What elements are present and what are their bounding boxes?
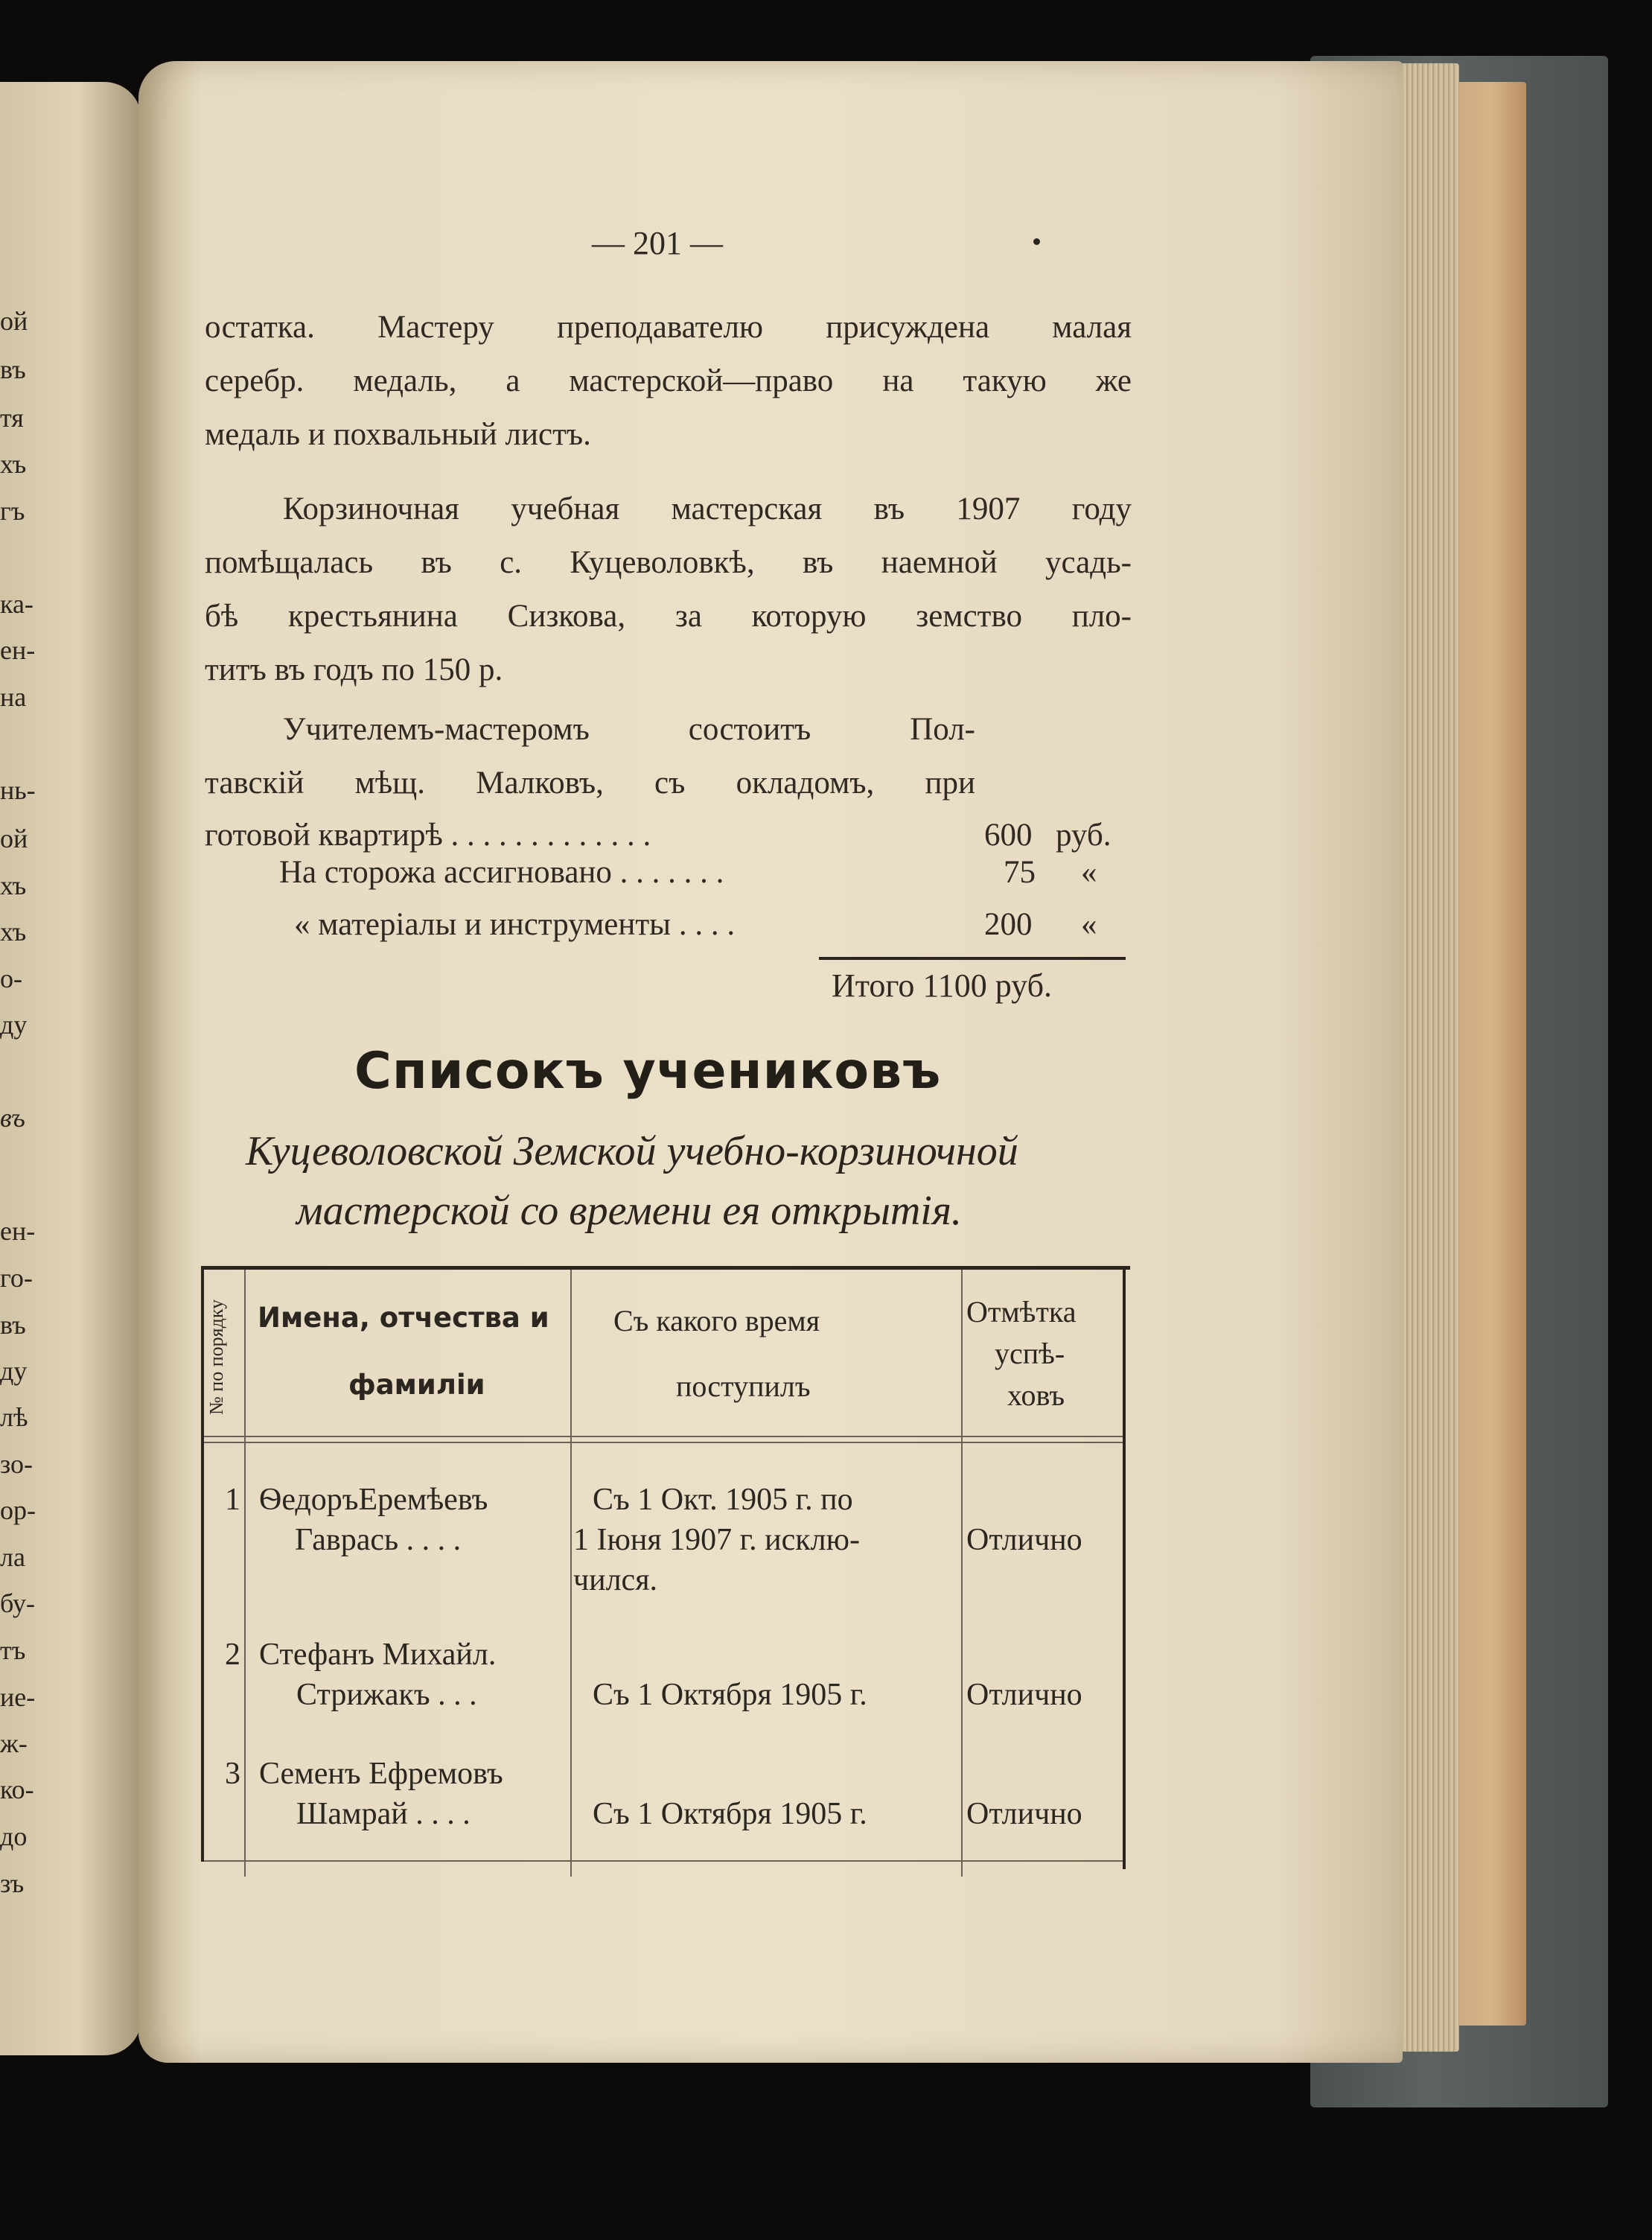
budget-item-label: готовой квартирѣ . . . . . . . . . . . . .: [205, 818, 651, 853]
left-fragment: въ: [0, 1103, 25, 1133]
left-fragment: ой: [0, 306, 28, 336]
list-subtitle: мастерской со времени ея открытія.: [296, 1188, 962, 1234]
header-rule: [204, 1436, 1123, 1437]
row-number: 3: [225, 1757, 240, 1791]
ink-dot: [1033, 238, 1040, 245]
grade: Отлично: [966, 1797, 1082, 1831]
left-fragment: въ: [0, 1310, 26, 1340]
left-fragment: тъ: [0, 1635, 26, 1665]
column-divider: [961, 1270, 963, 1877]
left-fragment: нь-: [0, 775, 36, 805]
left-fragment: го-: [0, 1263, 33, 1293]
budget-item-unit: руб.: [1056, 818, 1112, 853]
left-fragment: ла: [0, 1542, 25, 1572]
enrolled-since: Съ 1 Октября 1905 г.: [593, 1797, 867, 1831]
left-fragment: ие-: [0, 1682, 36, 1712]
left-fragment: тя: [0, 403, 24, 433]
left-fragment: ка-: [0, 589, 34, 619]
body-text-line: тавскій мѣщ. Малковъ, съ окладомъ, при: [205, 766, 975, 801]
budget-item-unit: «: [1081, 855, 1097, 890]
grade: Отлично: [966, 1678, 1082, 1712]
body-text-line: остатка. Мастеру преподавателю присуждена малая: [205, 310, 1132, 345]
header-mark: успѣ-: [995, 1337, 1065, 1370]
left-fragment: ж-: [0, 1728, 28, 1758]
student-surname: Гаврась . . . .: [295, 1523, 462, 1557]
column-divider: [570, 1270, 572, 1877]
left-fragment: зо-: [0, 1449, 33, 1479]
body-text-line: Корзиночная учебная мастерская въ 1907 году: [283, 491, 1132, 526]
header-rule: [204, 1442, 1123, 1443]
budget-item-label: « матеріалы и инструменты . . . .: [294, 907, 736, 942]
row-number: 1: [225, 1483, 240, 1517]
student-name: Семенъ Ефремовъ: [259, 1757, 503, 1791]
left-fragment: до: [0, 1821, 28, 1851]
student-name: Стефанъ Михайл.: [259, 1638, 497, 1672]
body-text-line: Учителемъ-мастеромъ состоитъ Пол-: [283, 712, 975, 747]
left-fragment: ду: [0, 1356, 28, 1386]
grade: Отлично: [966, 1523, 1082, 1557]
enrolled-since: 1 Іюня 1907 г. исклю-: [573, 1523, 860, 1557]
budget-item-unit: «: [1081, 907, 1097, 942]
budget-total: Итого 1100 руб.: [832, 967, 1052, 1004]
body-text-line: медаль и похвальный листъ.: [205, 417, 591, 452]
header-mark: ховъ: [1007, 1378, 1065, 1412]
header-number: № по порядку: [205, 1299, 227, 1415]
enrolled-since: Съ 1 Окт. 1905 г. по: [593, 1483, 853, 1517]
budget-item-amount: 200: [984, 907, 1033, 942]
left-fragment: зъ: [0, 1868, 25, 1898]
left-fragment: о-: [0, 964, 22, 993]
column-divider: [244, 1270, 246, 1877]
header-since: поступилъ: [676, 1369, 811, 1403]
students-table: [200, 1266, 1130, 1877]
body-text-line: титъ въ годъ по 150 р.: [205, 652, 503, 687]
list-subtitle: Куцеволовской Земской учебно-корзиночной: [246, 1128, 1018, 1174]
left-fragment: ко-: [0, 1775, 34, 1804]
table-top-rule: [201, 1266, 1130, 1270]
left-fragment: ду: [0, 1010, 28, 1040]
left-fragment: ой: [0, 824, 28, 853]
left-fragment: хъ: [0, 449, 27, 479]
row-number: 2: [225, 1638, 240, 1672]
sum-rule: [819, 957, 1126, 960]
page-number: — 201 —: [592, 225, 723, 261]
left-fragment: ен-: [0, 1216, 36, 1246]
student-surname: Стрижакъ . . .: [296, 1678, 477, 1712]
left-fragment: ор-: [0, 1495, 36, 1525]
enrolled-since: чился.: [573, 1563, 658, 1597]
left-fragment: ен-: [0, 635, 36, 665]
left-fragment: хъ: [0, 917, 27, 946]
budget-item-label: На сторожа ассигновано . . . . . . .: [279, 855, 724, 890]
budget-item-amount: 600: [984, 818, 1033, 853]
left-fragment: бу-: [0, 1588, 35, 1618]
budget-item-amount: 75: [1004, 855, 1036, 890]
table-bottom-rule: [204, 1860, 1123, 1862]
left-fragment: гъ: [0, 496, 25, 526]
list-title: Списокъ учениковъ: [354, 1042, 942, 1101]
table-left-border: [201, 1266, 204, 1862]
header-since: Съ какого время: [613, 1304, 820, 1337]
header-mark: Отмѣтка: [966, 1295, 1077, 1329]
body-text-line: помѣщалась въ с. Куцеволовкѣ, въ наемной усадь-: [205, 545, 1132, 580]
student-name: ѲедоръЕремѣевъ: [259, 1483, 488, 1517]
enrolled-since: Съ 1 Октября 1905 г.: [593, 1678, 867, 1712]
left-fragment: на: [0, 682, 27, 712]
header-name: фамиліи: [348, 1369, 485, 1401]
left-fragment: въ: [0, 354, 26, 384]
left-fragment: хъ: [0, 871, 27, 900]
body-text-line: серебр. медаль, а мастерской—право на такую же: [205, 363, 1132, 398]
left-fragment: лѣ: [0, 1402, 28, 1432]
body-text-line: бѣ крестьянина Сизкова, за которую земство пло-: [205, 599, 1132, 634]
header-name: Имена, отчества и: [258, 1302, 549, 1334]
table-right-border: [1123, 1266, 1126, 1869]
student-surname: Шамрай . . . .: [296, 1797, 471, 1831]
left-facing-page: [0, 82, 141, 2055]
